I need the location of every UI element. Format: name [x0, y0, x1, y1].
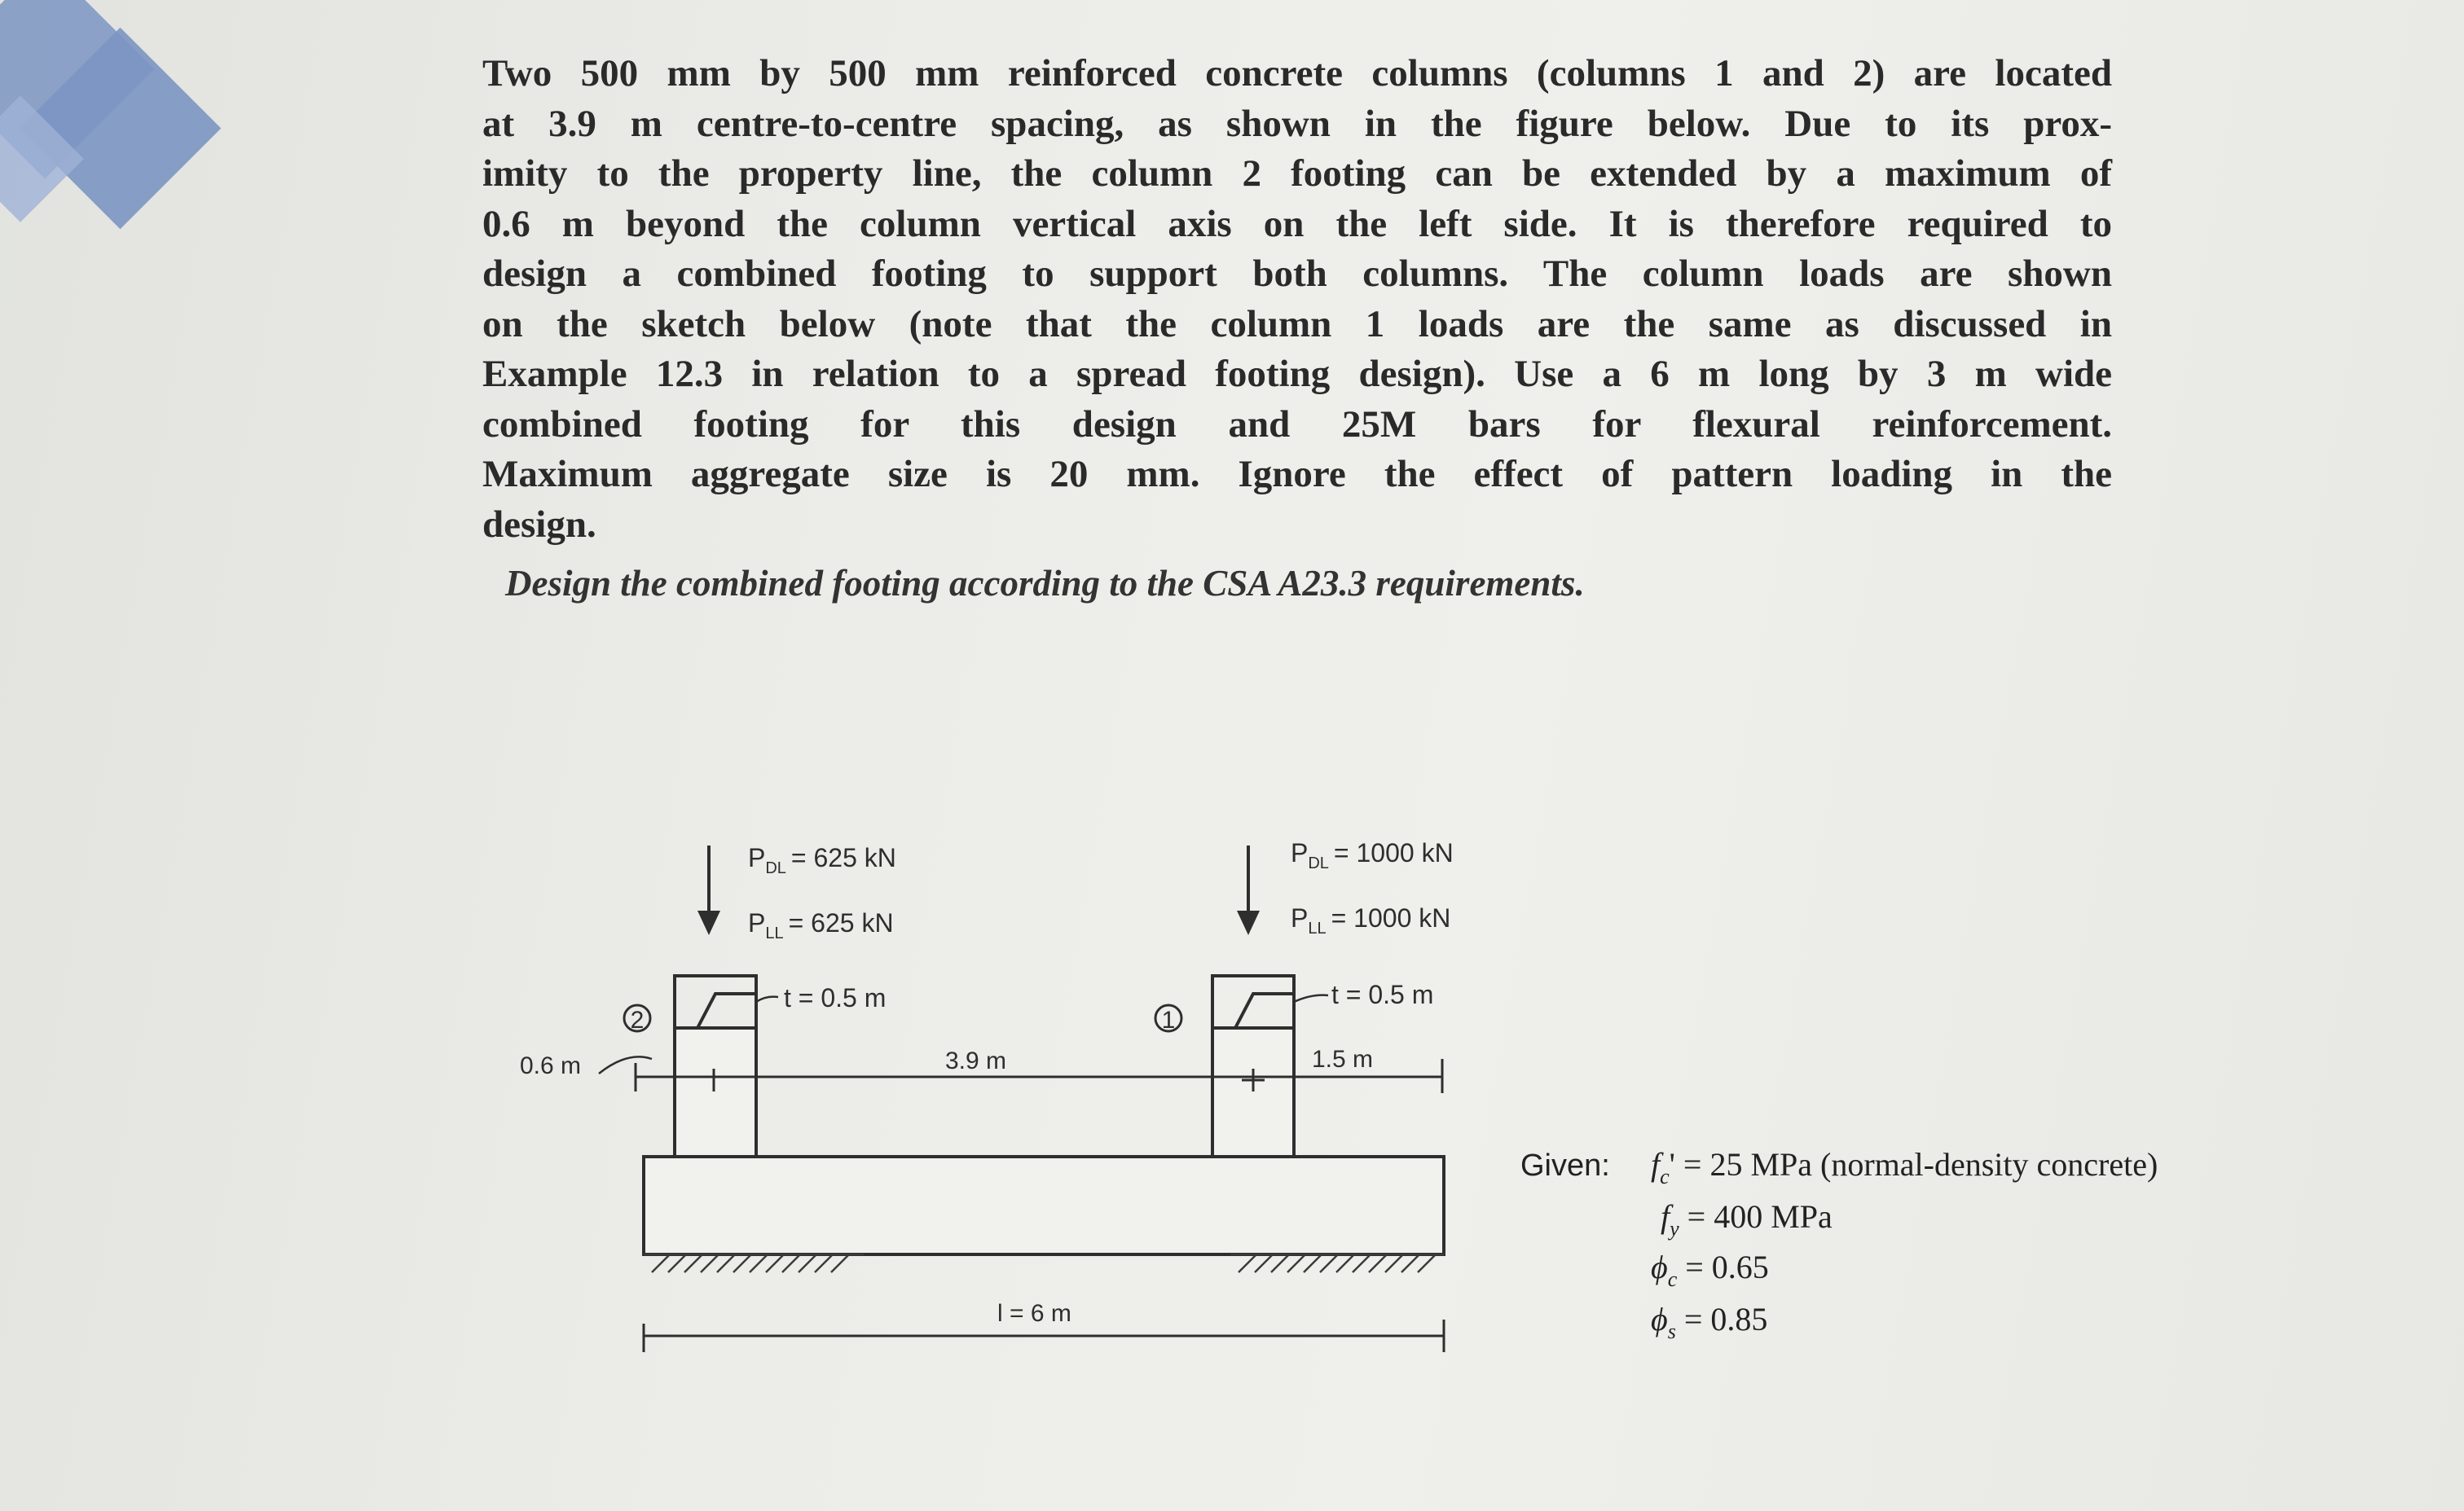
given-fc [1651, 1145, 2158, 1188]
load-value: = 625 kN [790, 843, 896, 872]
load-subscript: LL [765, 925, 784, 942]
fy-symbol: f [1661, 1198, 1670, 1235]
width-leader-2 [756, 997, 778, 1002]
dim-left-leader [599, 1056, 652, 1074]
problem-line: 0.6 m beyond the column vertical axis on the left side. It is therefore required to [482, 202, 2112, 245]
column-2 [675, 1028, 756, 1157]
load-symbol: P [748, 908, 766, 938]
dimension-right: 1.5 m [1312, 1046, 1374, 1073]
footing-slab [644, 1157, 1444, 1254]
width-leader-1 [1294, 995, 1328, 1002]
problem-line: Maximum aggregate size is 20 mm. Ignore the effect of pattern loading in the [482, 453, 2112, 495]
fc-symbol: f [1651, 1146, 1661, 1183]
soil-hatch-left [644, 1254, 864, 1272]
phis-value: = 0.85 [1675, 1301, 1768, 1337]
problem-line: imity to the property line, the column 2 footing can be extended by a maximum of [482, 152, 2112, 195]
phis-symbol: ϕ [1651, 1301, 1668, 1337]
column-2-ll-load [748, 908, 894, 942]
problem-line: at 3.9 m centre-to-centre spacing, as shown in the figure below. Due to its prox- [482, 102, 2112, 145]
problem-line: design. [482, 503, 596, 546]
problem-line: combined footing for this design and 25M bars for flexural reinforcement. [482, 402, 2112, 446]
dimension-left: 0.6 m [520, 1052, 582, 1079]
column-1-width-label: t = 0.5 m [1331, 980, 1434, 1009]
phis-subscript: s [1667, 1320, 1676, 1343]
problem-line: design a combined footing to support both columns. The column loads are shown [482, 253, 2112, 295]
problem-line: Example 12.3 in relation to a spread footing design). Use a 6 m long by 3 m wide [482, 353, 2112, 395]
problem-line: on the sketch below (note that the column 1 loads are the same as discussed in [482, 302, 2112, 345]
column-2-marker: 2 [630, 1007, 645, 1034]
load-value: = 1000 kN [1333, 838, 1454, 868]
column-2-dl-load [748, 843, 896, 877]
column-1-marker: 1 [1161, 1007, 1176, 1034]
given-phis [1651, 1300, 1768, 1343]
fc-value: ' = 25 MPa (normal-density concrete) [1669, 1146, 2158, 1183]
load-subscript: DL [765, 859, 786, 877]
column-1-ll-load [1291, 903, 1450, 938]
load-subscript: DL [1308, 854, 1329, 872]
soil-hatch-right [1230, 1254, 1444, 1272]
problem-line: Two 500 mm by 500 mm reinforced concrete columns (columns 1 and 2) are located [482, 52, 2112, 94]
column-1-cap [1212, 976, 1294, 1028]
given-fy [1661, 1197, 1833, 1241]
fc-subscript: c [1660, 1165, 1670, 1188]
given-label: Given: [1520, 1149, 1610, 1183]
column-1 [1212, 1028, 1294, 1157]
column-1-arrow-head [1237, 911, 1260, 935]
column-1-dl-load [1291, 838, 1454, 872]
load-subscript: LL [1308, 920, 1327, 938]
phic-symbol: ϕ [1651, 1249, 1668, 1285]
load-symbol: P [1291, 838, 1309, 868]
column-2-cap [675, 976, 756, 1028]
load-symbol: P [748, 843, 766, 872]
column-2-width-label: t = 0.5 m [784, 983, 887, 1012]
load-symbol: P [1291, 903, 1309, 933]
dimension-length: l = 6 m [997, 1300, 1071, 1327]
fy-value: = 400 MPa [1679, 1198, 1833, 1235]
phic-value: = 0.65 [1677, 1249, 1769, 1285]
fy-subscript: y [1670, 1217, 1679, 1241]
task-instruction: Design the combined footing according to the CSA A23.3 requirements. [505, 563, 1585, 604]
column-2-arrow-head [697, 911, 720, 935]
dimension-spacing: 3.9 m [945, 1048, 1007, 1074]
load-value: = 625 kN [788, 908, 894, 938]
phic-subscript: c [1667, 1267, 1678, 1291]
given-phic [1651, 1248, 1769, 1291]
load-value: = 1000 kN [1331, 903, 1451, 933]
